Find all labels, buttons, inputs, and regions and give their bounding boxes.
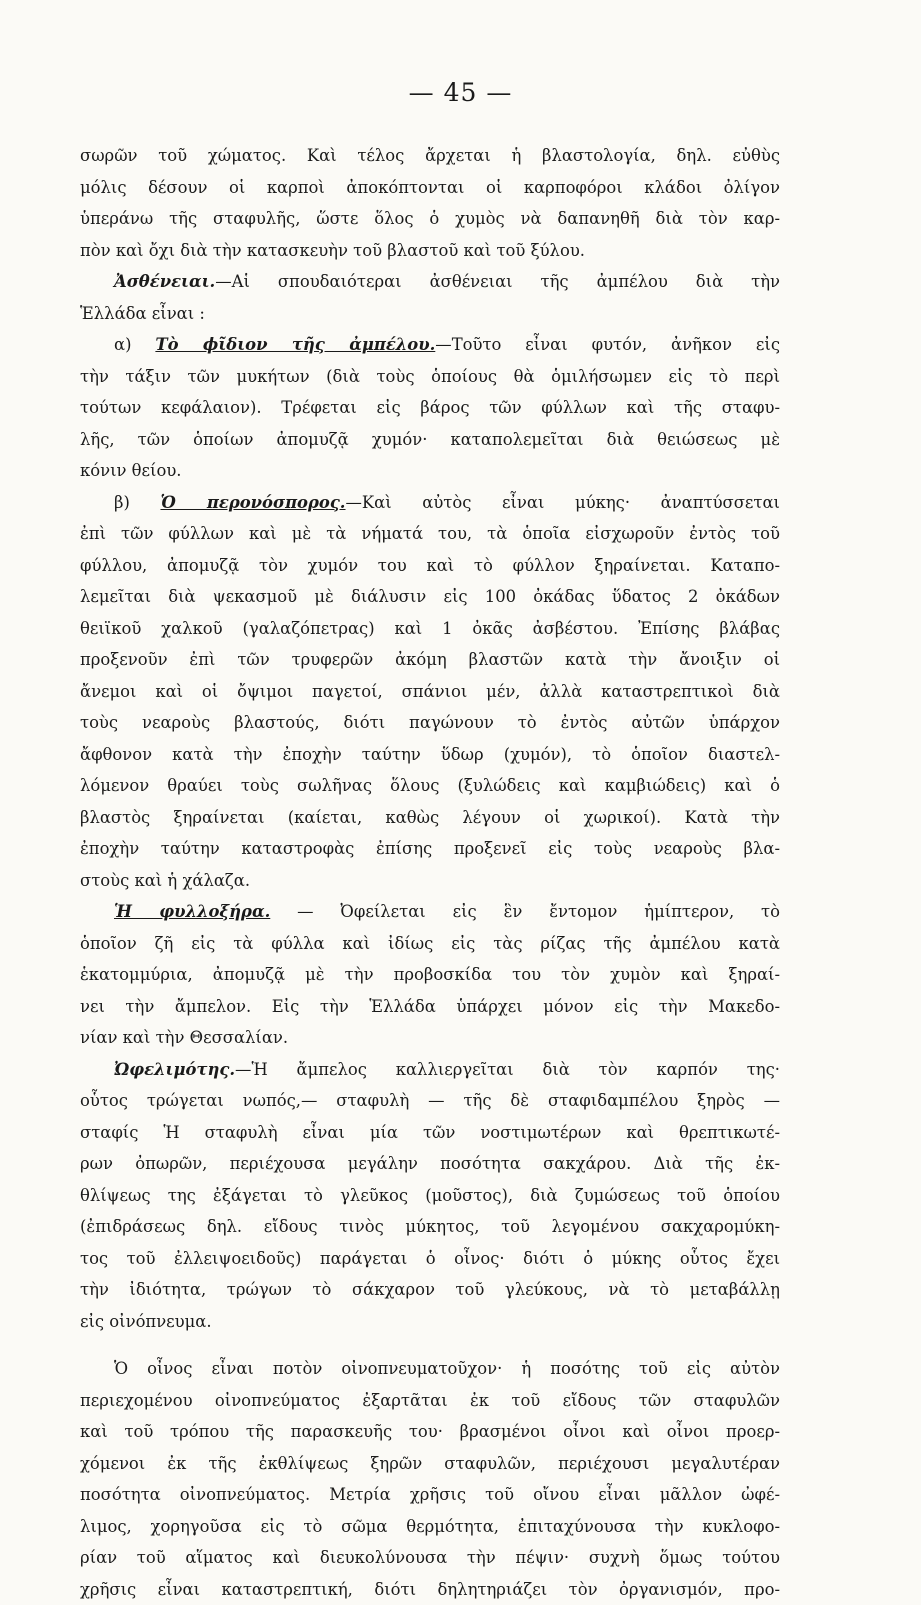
line-text: — Ὀφείλεται εἰς ἓν ἔντομον ἡμίπτερον, τὸ (270, 902, 780, 921)
line-text: Ὁ οἶνος εἶναι ποτὸν οἰνοπνευματοῦχον· ἡ ποσότης τοῦ εἰς αὐτὸν (114, 1359, 780, 1378)
text-line (80, 739, 780, 771)
line-text: στοὺς καὶ ἡ χάλαζα. (80, 871, 250, 890)
text-line (80, 1085, 780, 1117)
line-text: περιεχομένου οἰνοπνεύματος ἐξαρτᾶται ἐκ τοῦ εἴδους τῶν σταφυλῶν (80, 1391, 780, 1410)
line-text: καὶ τοῦ τρόπου τῆς παρασκευῆς του· βρασμένοι οἶνοι καὶ οἶνοι προερ- (80, 1422, 780, 1441)
text-line (80, 896, 780, 928)
line-text: Ἑλλάδα εἶναι : (80, 304, 205, 323)
item-marker: β) (114, 493, 160, 512)
line-text: ἑκατομμύρια, ἀπομυζᾷ μὲ τὴν προβοσκίδα του τὸν χυμὸν καὶ ξηραί- (80, 965, 780, 984)
line-text: οὗτος τρώγεται νωπός,— σταφυλὴ — τῆς δὲ σταφιδαμπέλου ξηρὸς — (80, 1091, 780, 1110)
line-text: εἰς οἰνόπνευμα. (80, 1312, 212, 1331)
text-line (80, 424, 780, 456)
text-line (80, 298, 780, 330)
line-text: —Ἡ ἄμπελος καλλιεργεῖται διὰ τὸν καρπόν της· (235, 1060, 780, 1079)
line-text: (ἐπιδράσεως δηλ. εἴδους τινὸς μύκητος, τοῦ λεγομένου σακχαρομύκη- (80, 1217, 780, 1236)
section-heading: Τὸ ϕῖδιον τῆς ἀμπέλου. (155, 335, 435, 354)
text-line (80, 991, 780, 1023)
text-line (80, 235, 780, 267)
text-line (80, 676, 780, 708)
line-text: μόλις δέσουν οἱ καρποὶ ἀποκόπτονται οἱ καρποφόροι κλάδοι ὀλίγον (80, 178, 780, 197)
line-text: πὸν καὶ ὄχι διὰ τὴν κατασκευὴν τοῦ βλαστοῦ καὶ τοῦ ξύλου. (80, 241, 585, 260)
line-text: χρῆσις εἶναι καταστρεπτική, διότι δηλητηριάζει τὸν ὀργανισμόν, προ- (80, 1580, 780, 1599)
text-line (80, 1022, 780, 1054)
section-heading: Ὁ περονόσπορος. (160, 493, 345, 512)
text-line (80, 203, 780, 235)
text-line (80, 1542, 780, 1574)
text-line (80, 802, 780, 834)
line-text: ἐπὶ τῶν φύλλων καὶ μὲ τὰ νήματά του, τὰ ὁποῖα εἰσχωροῦν ἐντὸς τοῦ (80, 524, 780, 543)
text-line (80, 1416, 780, 1448)
line-text: τος τοῦ ἐλλειψοειδοῦς) παράγεται ὁ οἶνος· διότι ὁ μύκης οὗτος ἔχει (80, 1249, 780, 1268)
text-line (80, 361, 780, 393)
line-text: προξενοῦν ἐπὶ τῶν τρυφερῶν ἀκόμη βλαστῶν κατὰ τὴν ἄνοιξιν οἱ (80, 650, 780, 669)
text-line (80, 455, 780, 487)
line-text: ἄφθονον κατὰ τὴν ἐποχὴν ταύτην ὕδωρ (χυμόν), τὸ ὁποῖον διαστελ- (80, 745, 780, 764)
line-text: νίαν καὶ τὴν Θεσσαλίαν. (80, 1028, 288, 1047)
text-line (80, 1353, 780, 1385)
text-line (80, 833, 780, 865)
line-text: λόμενον θραύει τοὺς σωλῆνας ὅλους (ξυλώδεις καὶ καμβιώδεις) καὶ ὁ (80, 776, 780, 795)
line-text: τούτων κεφάλαιον). Τρέφεται εἰς βάρος τῶν φύλλων καὶ τῆς σταφυ- (80, 398, 780, 417)
line-text: φύλλου, ἀπομυζᾷ τὸν χυμόν του καὶ τὸ φύλλον ξηραίνεται. Καταπο- (80, 556, 780, 575)
page-number: — 45 — (0, 78, 921, 107)
line-text: ρων ὀπωρῶν, περιέχουσα μεγάλην ποσότητα σακχάρου. Διὰ τῆς ἐκ- (80, 1154, 780, 1173)
text-line (80, 1117, 780, 1149)
section-heading: Ὠφελιμότης. (114, 1060, 235, 1079)
line-text: τὴν ἰδιότητα, τρώγων τὸ σάκχαρον τοῦ γλεύκους, νὰ τὸ μεταβάλλῃ (80, 1280, 780, 1299)
text-line (80, 1148, 780, 1180)
section-heading: Ἡ φυλλοξήρα. (114, 902, 270, 921)
line-text: βλαστὸς ξηραίνεται (καίεται, καθὼς λέγουν οἱ χωρικοί). Κατὰ τὴν (80, 808, 780, 827)
text-line (80, 550, 780, 582)
text-line (80, 1479, 780, 1511)
line-text: ρίαν τοῦ αἵματος καὶ διευκολύνουσα τὴν πέψιν· συχνὴ ὅμως τούτου (80, 1548, 780, 1567)
line-text: λῆς, τῶν ὁποίων ἀπομυζᾷ χυμόν· καταπολεμεῖται διὰ θειώσεως μὲ (80, 430, 780, 449)
text-line (80, 770, 780, 802)
line-text: σταφίς Ἡ σταφυλὴ εἶναι μία τῶν νοστιμωτέρων καὶ θρεπτικωτέ- (80, 1123, 780, 1142)
line-text: θλίψεως της ἐξάγεται τὸ γλεῦκος (μοῦστος), διὰ ζυμώσεως τοῦ ὁποίου (80, 1186, 780, 1205)
text-line (80, 1448, 780, 1480)
text-line (80, 1306, 780, 1338)
line-text: σωρῶν τοῦ χώματος. Καὶ τέλος ἄρχεται ἡ βλαστολογία, δηλ. εὐθὺς (80, 146, 780, 165)
line-text: ἐποχὴν ταύτην καταστροφὰς ἐπίσης προξενεῖ εἰς τοὺς νεαροὺς βλα- (80, 839, 780, 858)
text-line (80, 581, 780, 613)
line-text: —Τοῦτο εἶναι φυτόν, ἀνῆκον εἰς (435, 335, 780, 354)
line-text: —Αἱ σπουδαιότεραι ἀσθένειαι τῆς ἀμπέλου διὰ τὴν (215, 272, 780, 291)
text-line (80, 865, 780, 897)
text-line (80, 1180, 780, 1212)
line-text: τοὺς νεαροὺς βλαστούς, διότι παγώνουν τὸ ἐντὸς αὐτῶν ὑπάρχον (80, 713, 780, 732)
line-text: χόμενοι ἐκ τῆς ἐκθλίψεως ξηρῶν σταφυλῶν, περιέχουσι μεγαλυτέραν (80, 1454, 780, 1473)
text-line (80, 329, 780, 361)
text-line (80, 1574, 780, 1605)
line-text: θειϊκοῦ χαλκοῦ (γαλαζόπετρας) καὶ 1 ὀκᾶς ἀσβέστου. Ἐπίσης βλάβας (80, 619, 780, 638)
line-text: ποσότητα οἰνοπνεύματος. Μετρία χρῆσις τοῦ οἴνου εἶναι μᾶλλον ὠφέ- (80, 1485, 780, 1504)
text-line (80, 392, 780, 424)
text-line (80, 1054, 780, 1086)
line-text: —Καὶ αὐτὸς εἶναι μύκης· ἀναπτύσσεται (346, 493, 780, 512)
line-text: λεμεῖται διὰ ψεκασμοῦ μὲ διάλυσιν εἰς 100 ὀκάδας ὕδατος 2 ὀκάδων (80, 587, 780, 606)
text-line (80, 1511, 780, 1543)
line-text: νει τὴν ἄμπελον. Εἰς τὴν Ἑλλάδα ὑπάρχει μόνον εἰς τὴν Μακεδο- (80, 997, 780, 1016)
text-line (80, 707, 780, 739)
text-line (80, 266, 780, 298)
text-line (80, 613, 780, 645)
text-line (80, 1211, 780, 1243)
text-line (80, 1243, 780, 1275)
item-marker: α) (114, 335, 155, 354)
text-line (80, 1274, 780, 1306)
line-text: ἄνεμοι καὶ οἱ ὄψιμοι παγετοί, σπάνιοι μέν, ἀλλὰ καταστρεπτικοὶ διὰ (80, 682, 780, 701)
text-line (80, 644, 780, 676)
text-line (80, 928, 780, 960)
text-line (80, 518, 780, 550)
text-line (80, 140, 780, 172)
line-text: ὁποῖον ζῆ εἰς τὰ φύλλα καὶ ἰδίως εἰς τὰς ρίζας τῆς ἀμπέλου κατὰ (80, 934, 780, 953)
line-text: λιμος, χορηγοῦσα εἰς τὸ σῶμα θερμότητα, ἐπιταχύνουσα τὴν κυκλοφο- (80, 1517, 780, 1536)
line-text: κόνιν θείου. (80, 461, 182, 480)
text-body (80, 140, 780, 1605)
text-line (80, 959, 780, 991)
line-text: ὑπεράνω τῆς σταφυλῆς, ὥστε ὅλος ὁ χυμὸς νὰ δαπανηθῆ διὰ τὸν καρ- (80, 209, 780, 228)
text-line (80, 172, 780, 204)
line-text: τὴν τάξιν τῶν μυκήτων (διὰ τοὺς ὁποίους θὰ ὁμιλήσωμεν εἰς τὸ περὶ (80, 367, 780, 386)
section-heading: Ἀσθένειαι. (114, 272, 215, 291)
text-line (80, 487, 780, 519)
text-line (80, 1385, 780, 1417)
